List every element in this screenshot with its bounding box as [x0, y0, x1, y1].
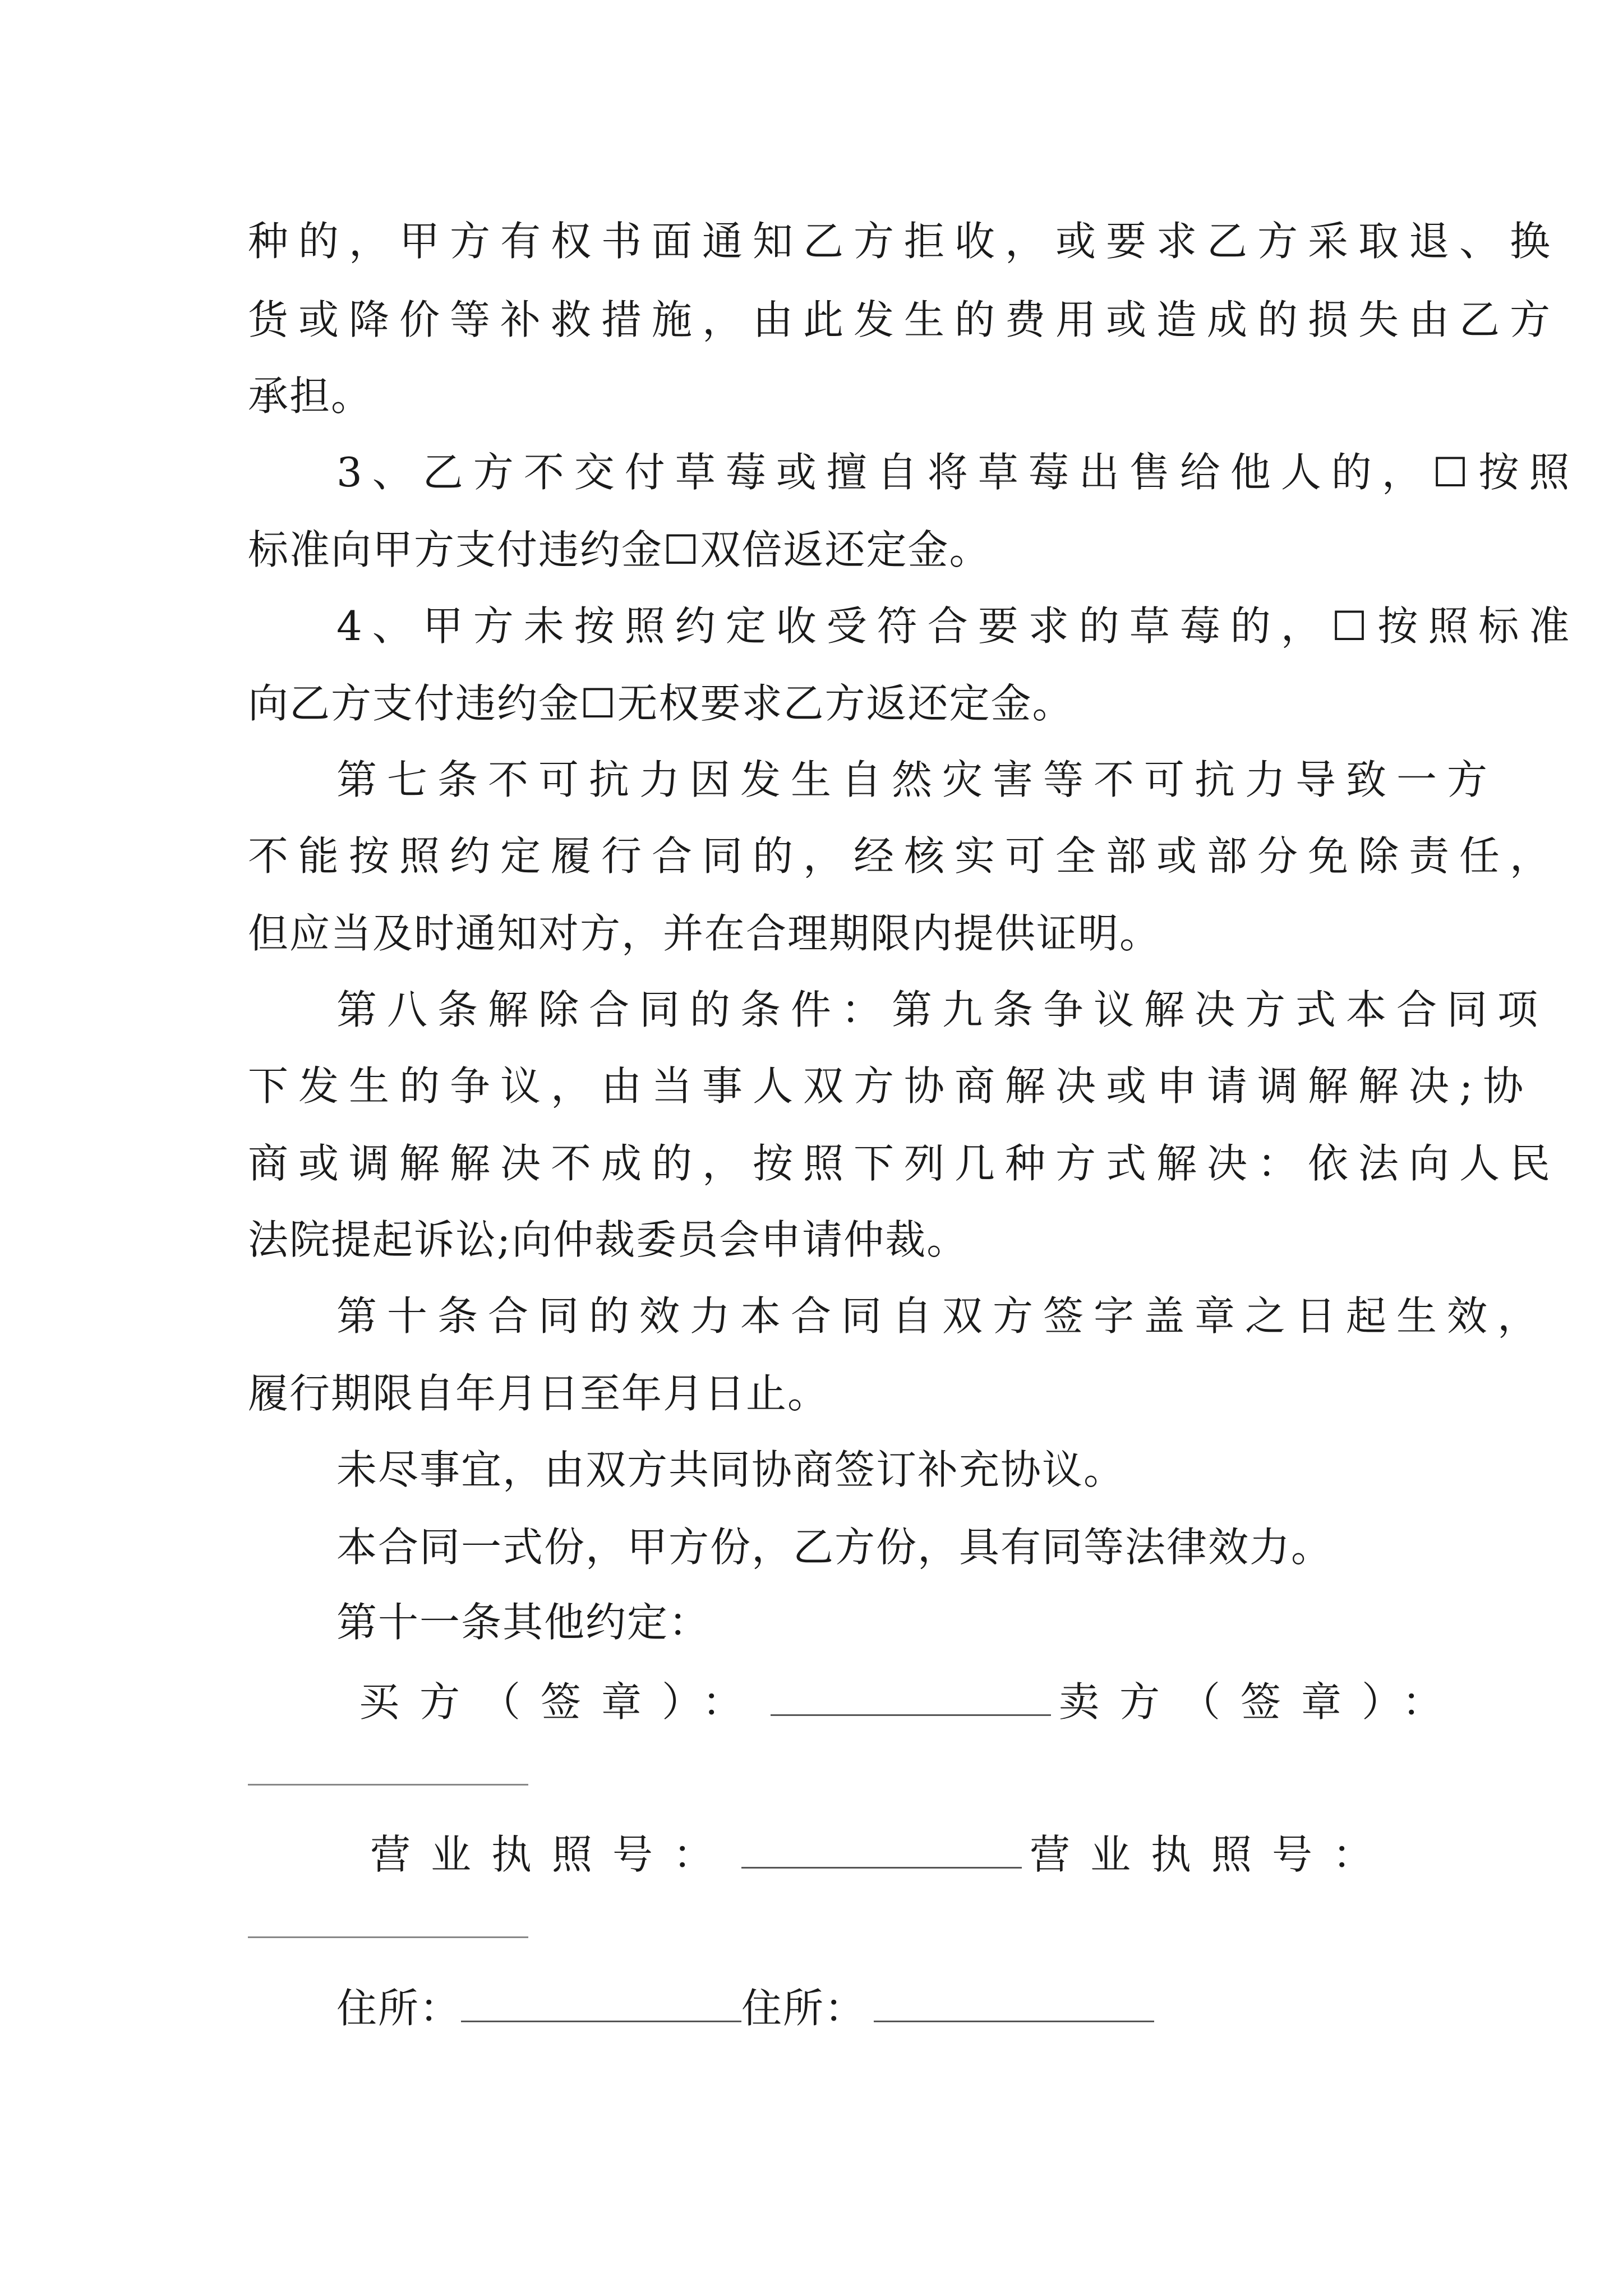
- text-line: 种的，甲方有权书面通知乙方拒收，或要求乙方采取退、换: [248, 218, 1561, 265]
- text-line: 下发生的争议，由当事人双方协商解决或申请调解解决;协: [248, 1062, 1534, 1110]
- seller-license-blank: [248, 1936, 528, 1938]
- text-line: 本合同一式份，甲方份，乙方份，具有同等法律效力。: [336, 1524, 1333, 1571]
- signature-row-license: [370, 1826, 1393, 1883]
- text-line: 商或调解解决不成的，按照下列几种方式解决：依法向人民: [248, 1140, 1561, 1187]
- buyer-license-blank: [741, 1864, 1022, 1869]
- seller-seal-blank: [248, 1784, 528, 1786]
- buyer-address-label: 住所：: [336, 1985, 462, 2032]
- text-line: 4、甲方未按照约定收受符合要求的草莓的，☐按照标准: [336, 602, 1580, 650]
- seller-address-label: 住所：: [741, 1985, 866, 2032]
- text-line: 未尽事宜，由双方共同协商签订补充协议。: [336, 1446, 1126, 1493]
- buyer-seal-blank: [771, 1711, 1051, 1716]
- buyer-seal-label: 买方（签章）：: [359, 1678, 763, 1726]
- text-line: 向乙方支付违约金☐无权要求乙方返还定金。: [248, 680, 1074, 727]
- seller-seal-label: 卖方（签章）：: [1059, 1678, 1463, 1726]
- text-line: 标准向甲方支付违约金☐双倍返还定金。: [248, 526, 991, 573]
- text-line: 第十条合同的效力本合同自双方签字盖章之日起生效，: [336, 1292, 1548, 1340]
- text-line: 第八条解除合同的条件：第九条争议解决方式本合同项: [336, 986, 1548, 1033]
- text-line: 但应当及时通知对方，并在合理期限内提供证明。: [248, 910, 1161, 957]
- buyer-license-label: 营业执照号：: [370, 1831, 734, 1878]
- seller-license-label: 营业执照号：: [1030, 1831, 1394, 1878]
- text-line: 3、乙方不交付草莓或擅自将草莓出售给他人的，☐按照: [336, 449, 1580, 496]
- signature-row-address: [336, 1980, 1162, 2036]
- buyer-address-blank: [461, 2017, 741, 2022]
- text-line: 法院提起诉讼;向仲裁委员会申请仲裁。: [248, 1216, 969, 1263]
- seller-address-blank: [874, 2017, 1154, 2022]
- text-line: 第七条不可抗力因发生自然灾害等不可抗力导致一方: [336, 756, 1498, 803]
- text-line: 货或降价等补救措施，由此发生的费用或造成的损失由乙方: [248, 296, 1561, 343]
- text-line: 第十一条其他约定：: [336, 1599, 711, 1646]
- signature-row-seal: [359, 1674, 1463, 1730]
- text-line: 履行期限自年月日至年月日止。: [248, 1370, 829, 1417]
- text-line: 承担。: [248, 372, 373, 420]
- text-line: 不能按照约定履行合同的，经核实可全部或部分免除责任，: [248, 832, 1561, 880]
